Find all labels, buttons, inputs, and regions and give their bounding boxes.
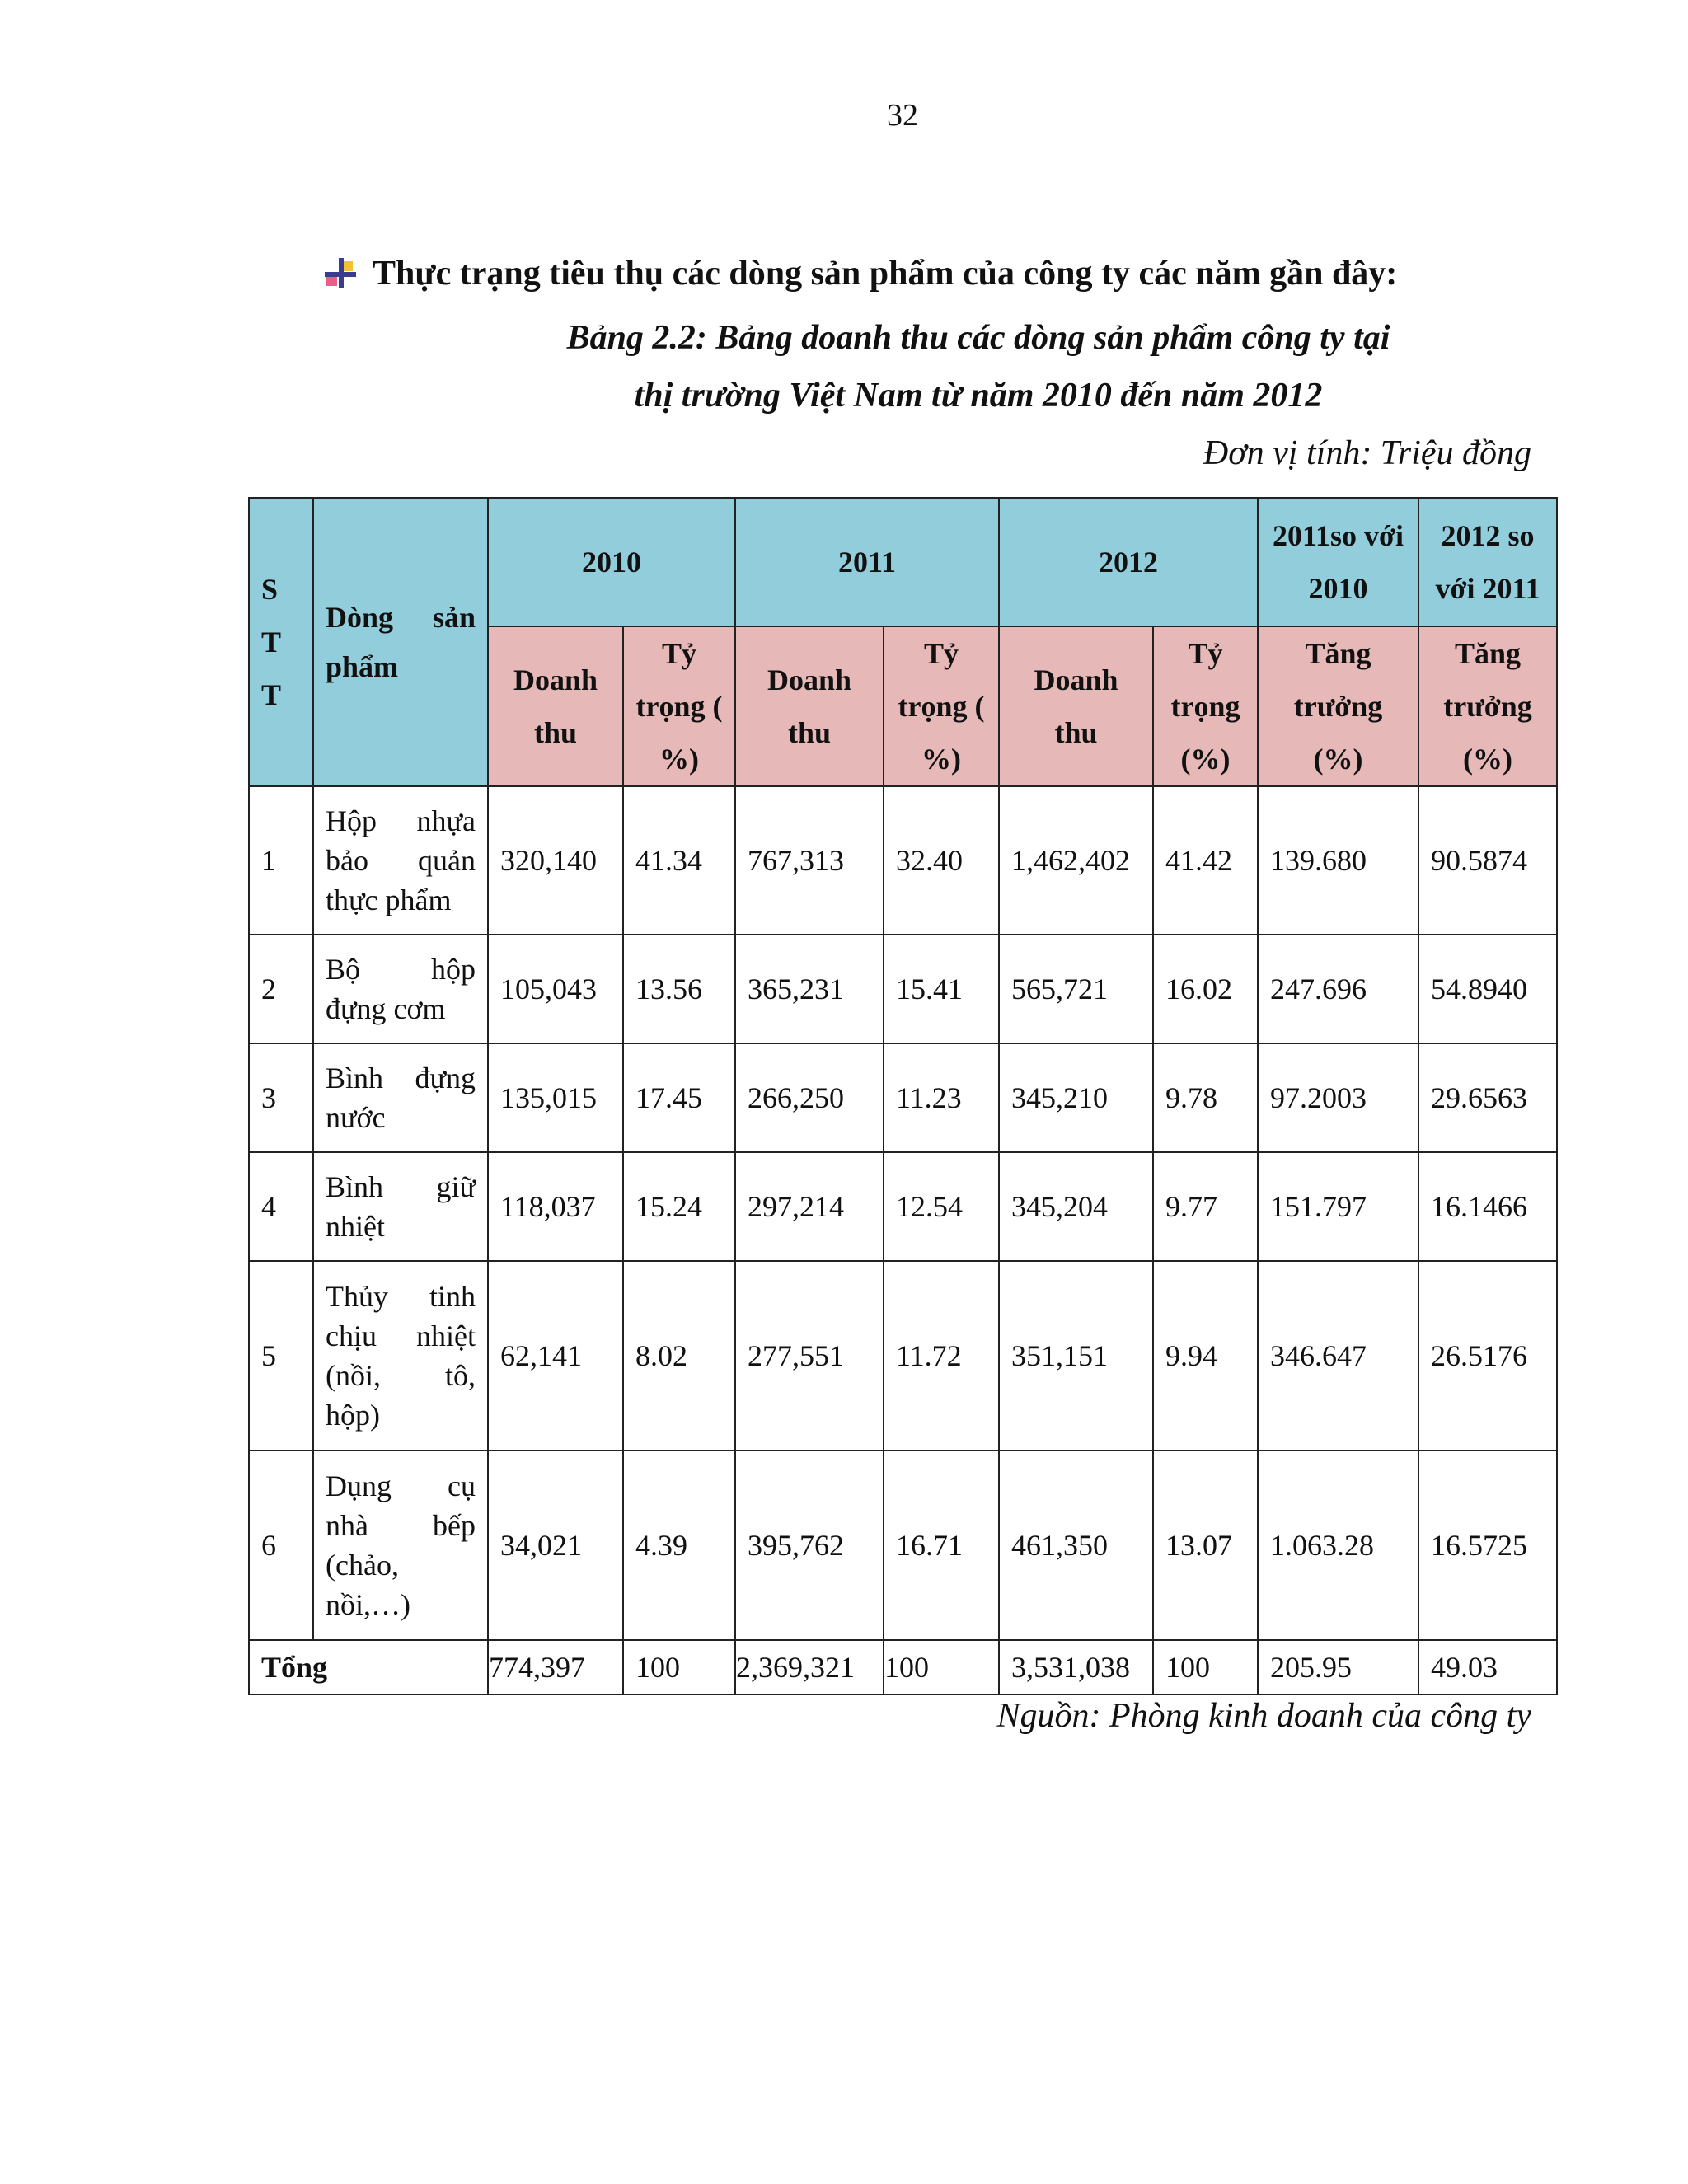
cell-revenue-2010: 105,043 bbox=[488, 935, 623, 1043]
cell-total-revenue-2011: 2,369,321 bbox=[735, 1640, 884, 1694]
header-2012: 2012 bbox=[999, 498, 1258, 626]
cell-revenue-2012: 345,204 bbox=[999, 1152, 1153, 1261]
cell-share-2010: 13.56 bbox=[623, 935, 735, 1043]
cell-total-share-2011: 100 bbox=[884, 1640, 999, 1694]
cell-share-2010: 17.45 bbox=[623, 1043, 735, 1152]
bullet-cross-icon bbox=[323, 256, 358, 291]
subheader-share-2011: Tỷ trọng ( %) bbox=[884, 626, 999, 786]
table-caption-line1: Bảng 2.2: Bảng doanh thu các dòng sản phẩm công ty tại bbox=[566, 319, 1390, 357]
cell-share-2012: 9.77 bbox=[1153, 1152, 1258, 1261]
subheader-growth-2: Tăng trưởng (%) bbox=[1418, 626, 1557, 786]
cell-stt: 5 bbox=[249, 1261, 313, 1451]
cell-growth-2: 29.6563 bbox=[1418, 1043, 1557, 1152]
table-row bbox=[249, 1261, 1557, 1451]
cell-share-2011: 11.72 bbox=[884, 1261, 999, 1451]
cell-growth-1: 1.063.28 bbox=[1258, 1451, 1418, 1640]
cell-share-2011: 32.40 bbox=[884, 786, 999, 935]
source-note: Nguồn: Phòng kinh doanh của công ty bbox=[996, 1697, 1531, 1735]
cell-growth-1: 247.696 bbox=[1258, 935, 1418, 1043]
cell-share-2012: 16.02 bbox=[1153, 935, 1258, 1043]
cell-total-growth-2: 49.03 bbox=[1418, 1640, 1557, 1694]
table-row bbox=[249, 1043, 1557, 1152]
cell-total-growth-1: 205.95 bbox=[1258, 1640, 1418, 1694]
subheader-revenue-2011: Doanh thu bbox=[735, 626, 884, 786]
cell-growth-2: 16.5725 bbox=[1418, 1451, 1557, 1640]
header-compare-2011-2010: 2011so với 2010 bbox=[1258, 498, 1418, 626]
cell-revenue-2011: 365,231 bbox=[735, 935, 884, 1043]
cell-growth-2: 90.5874 bbox=[1418, 786, 1557, 935]
cell-share-2010: 15.24 bbox=[623, 1152, 735, 1261]
cell-revenue-2010: 320,140 bbox=[488, 786, 623, 935]
cell-product: Thủy tinh chịu nhiệt (nồi, tô, hộp) bbox=[313, 1261, 488, 1451]
subheader-revenue-2012: Doanh thu bbox=[999, 626, 1153, 786]
cell-revenue-2012: 1,462,402 bbox=[999, 786, 1153, 935]
cell-revenue-2011: 277,551 bbox=[735, 1261, 884, 1451]
cell-revenue-2010: 118,037 bbox=[488, 1152, 623, 1261]
cell-growth-2: 26.5176 bbox=[1418, 1261, 1557, 1451]
cell-growth-1: 97.2003 bbox=[1258, 1043, 1418, 1152]
cell-share-2011: 11.23 bbox=[884, 1043, 999, 1152]
cell-product: Bình đựng nước bbox=[313, 1043, 488, 1152]
header-2010: 2010 bbox=[488, 498, 735, 626]
subheader-share-2010: Tỷ trọng ( %) bbox=[623, 626, 735, 786]
page-number: 32 bbox=[887, 98, 918, 133]
cell-share-2012: 9.94 bbox=[1153, 1261, 1258, 1451]
cell-share-2011: 15.41 bbox=[884, 935, 999, 1043]
cell-stt: 6 bbox=[249, 1451, 313, 1640]
table-row bbox=[249, 935, 1557, 1043]
table-caption-line2: thị trường Việt Nam từ năm 2010 đến năm 2012 bbox=[634, 377, 1323, 415]
cell-product: Bình giữ nhiệt bbox=[313, 1152, 488, 1261]
header-2011: 2011 bbox=[735, 498, 999, 626]
section-heading-text: Thực trạng tiêu thụ các dòng sản phẩm của công ty các năm gần đây: bbox=[373, 255, 1398, 293]
cell-product: Hộp nhựa bảo quản thực phẩm bbox=[313, 786, 488, 935]
cell-revenue-2010: 62,141 bbox=[488, 1261, 623, 1451]
header-stt: S T T bbox=[249, 498, 313, 786]
section-heading bbox=[323, 254, 1397, 293]
cell-stt: 2 bbox=[249, 935, 313, 1043]
cell-total-share-2012: 100 bbox=[1153, 1640, 1258, 1694]
cell-revenue-2011: 767,313 bbox=[735, 786, 884, 935]
table-total-row bbox=[249, 1640, 1557, 1694]
table-row bbox=[249, 786, 1557, 935]
cell-total-revenue-2012: 3,531,038 bbox=[999, 1640, 1153, 1694]
cell-share-2012: 13.07 bbox=[1153, 1451, 1258, 1640]
cell-revenue-2011: 395,762 bbox=[735, 1451, 884, 1640]
table-row bbox=[249, 1152, 1557, 1261]
header-compare-2012-2011: 2012 so với 2011 bbox=[1418, 498, 1557, 626]
header-product: Dòng sản phẩm bbox=[313, 498, 488, 786]
cell-growth-2: 16.1466 bbox=[1418, 1152, 1557, 1261]
subheader-revenue-2010: Doanh thu bbox=[488, 626, 623, 786]
cell-revenue-2010: 34,021 bbox=[488, 1451, 623, 1640]
cell-total-share-2010: 100 bbox=[623, 1640, 735, 1694]
cell-revenue-2012: 351,151 bbox=[999, 1261, 1153, 1451]
cell-growth-2: 54.8940 bbox=[1418, 935, 1557, 1043]
cell-share-2012: 9.78 bbox=[1153, 1043, 1258, 1152]
cell-stt: 1 bbox=[249, 786, 313, 935]
cell-share-2010: 41.34 bbox=[623, 786, 735, 935]
cell-share-2010: 4.39 bbox=[623, 1451, 735, 1640]
cell-stt: 3 bbox=[249, 1043, 313, 1152]
cell-growth-1: 151.797 bbox=[1258, 1152, 1418, 1261]
cell-share-2010: 8.02 bbox=[623, 1261, 735, 1451]
cell-product: Bộ hộp đựng cơm bbox=[313, 935, 488, 1043]
cell-share-2011: 12.54 bbox=[884, 1152, 999, 1261]
cell-share-2011: 16.71 bbox=[884, 1451, 999, 1640]
cell-stt: 4 bbox=[249, 1152, 313, 1261]
cell-growth-1: 346.647 bbox=[1258, 1261, 1418, 1451]
cell-total-revenue-2010: 774,397 bbox=[488, 1640, 623, 1694]
cell-growth-1: 139.680 bbox=[1258, 786, 1418, 935]
cell-revenue-2011: 266,250 bbox=[735, 1043, 884, 1152]
subheader-growth-1: Tăng trưởng (%) bbox=[1258, 626, 1418, 786]
subheader-share-2012: Tỷ trọng (%) bbox=[1153, 626, 1258, 786]
cell-share-2012: 41.42 bbox=[1153, 786, 1258, 935]
revenue-table bbox=[248, 497, 1558, 1695]
cell-revenue-2010: 135,015 bbox=[488, 1043, 623, 1152]
cell-product: Dụng cụ nhà bếp (chảo, nồi,…) bbox=[313, 1451, 488, 1640]
cell-revenue-2012: 461,350 bbox=[999, 1451, 1153, 1640]
cell-total-label: Tổng bbox=[249, 1640, 488, 1694]
cell-revenue-2011: 297,214 bbox=[735, 1152, 884, 1261]
cell-revenue-2012: 565,721 bbox=[999, 935, 1153, 1043]
cell-revenue-2012: 345,210 bbox=[999, 1043, 1153, 1152]
table-row bbox=[249, 1451, 1557, 1640]
unit-note: Đơn vị tính: Triệu đồng bbox=[1203, 434, 1531, 472]
